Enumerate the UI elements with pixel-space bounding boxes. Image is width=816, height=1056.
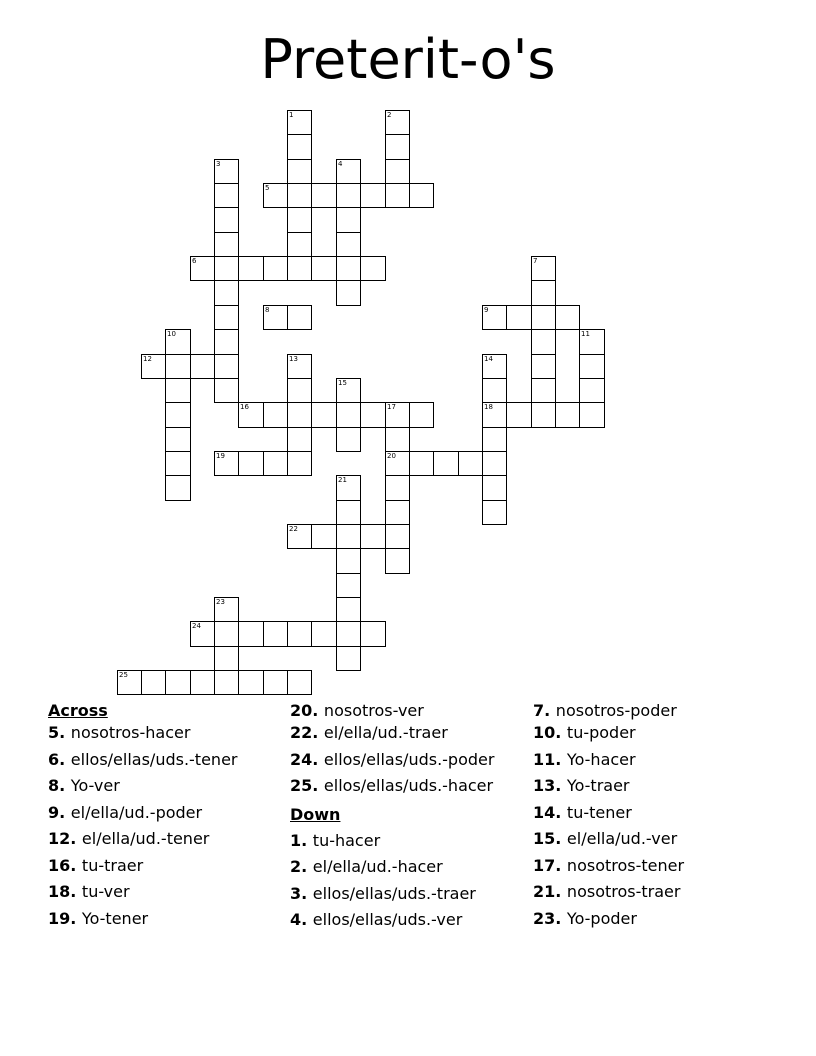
cell-number: 13: [289, 355, 298, 363]
grid-cell[interactable]: [311, 621, 337, 647]
grid-cell[interactable]: [165, 670, 191, 695]
cell-number: 21: [338, 476, 347, 484]
grid-cell[interactable]: [336, 573, 361, 598]
clue-across-19: 19. Yo-tener: [48, 908, 149, 928]
cell-number: 10: [167, 330, 176, 338]
cell-number: 15: [338, 379, 347, 387]
grid-cell[interactable]: [117, 670, 142, 695]
grid-cell[interactable]: [531, 329, 556, 355]
grid-cell[interactable]: [360, 183, 386, 208]
grid-cell[interactable]: [311, 183, 337, 208]
grid-cell[interactable]: [336, 402, 361, 428]
cell-number: 3: [216, 160, 221, 168]
grid-cell[interactable]: [482, 305, 507, 330]
clue-across-6: 6. ellos/ellas/uds.-tener: [48, 749, 238, 769]
cell-number: 18: [484, 403, 493, 411]
grid-cell[interactable]: [360, 402, 386, 428]
cell-number: 4: [338, 160, 343, 168]
grid-cell[interactable]: [385, 524, 410, 549]
clue-down-13: 13. Yo-traer: [533, 776, 630, 795]
clue-across-20: 20. nosotros-ver: [290, 701, 424, 720]
clue-down-7: 7. nosotros-poder: [533, 701, 677, 720]
grid-cell[interactable]: [190, 670, 215, 695]
grid-cell[interactable]: [287, 451, 312, 476]
grid-cell[interactable]: [214, 354, 239, 379]
grid-cell[interactable]: [287, 232, 312, 257]
grid-cell[interactable]: [336, 646, 361, 671]
grid-cell[interactable]: [385, 548, 410, 574]
grid-cell[interactable]: [287, 256, 312, 281]
cell-number: 12: [143, 355, 152, 363]
grid-cell[interactable]: [385, 402, 410, 428]
grid-cell[interactable]: [287, 134, 312, 160]
grid-cell[interactable]: [385, 475, 410, 501]
grid-cell[interactable]: [141, 354, 166, 379]
clue-across-22: 22. el/ella/ud.-traer: [290, 723, 448, 742]
grid-cell[interactable]: [263, 670, 288, 695]
grid-cell[interactable]: [190, 354, 215, 379]
grid-cell[interactable]: [311, 402, 337, 428]
grid-cell[interactable]: [190, 256, 215, 281]
grid-cell[interactable]: [263, 305, 288, 330]
grid-cell[interactable]: [579, 354, 605, 379]
cell-number: 7: [533, 257, 538, 265]
grid-cell[interactable]: [336, 183, 361, 208]
clue-across-18: 18. tu-ver: [48, 882, 130, 901]
grid-cell[interactable]: [165, 475, 191, 501]
clue-across-24: 24. ellos/ellas/uds.-poder: [290, 749, 495, 769]
grid-cell[interactable]: [165, 451, 191, 476]
grid-cell[interactable]: [385, 110, 410, 135]
grid-cell[interactable]: [287, 354, 312, 379]
cell-number: 5: [265, 184, 270, 192]
cell-number: 11: [581, 330, 590, 338]
grid-cell[interactable]: [360, 256, 386, 281]
cell-number: 2: [387, 111, 392, 119]
grid-cell[interactable]: [555, 402, 580, 428]
cell-number: 24: [192, 622, 201, 630]
grid-cell[interactable]: [165, 354, 191, 379]
grid-cell[interactable]: [336, 207, 361, 233]
grid-cell[interactable]: [336, 427, 361, 452]
grid-cell[interactable]: [482, 402, 507, 428]
grid-cell[interactable]: [409, 183, 434, 208]
grid-cell[interactable]: [336, 597, 361, 622]
grid-cell[interactable]: [482, 427, 507, 452]
grid-cell[interactable]: [287, 183, 312, 208]
grid-cell[interactable]: [385, 427, 410, 452]
grid-cell[interactable]: [336, 280, 361, 306]
grid-cell[interactable]: [287, 378, 312, 403]
clue-across-5: 5. nosotros-hacer: [48, 723, 191, 742]
grid-cell[interactable]: [385, 500, 410, 525]
clue-down-23: 23. Yo-poder: [533, 908, 637, 928]
grid-cell[interactable]: [214, 646, 239, 671]
grid-cell[interactable]: [214, 280, 239, 306]
grid-cell[interactable]: [238, 451, 264, 476]
grid-cell[interactable]: [360, 524, 386, 549]
grid-cell[interactable]: [214, 159, 239, 184]
puzzle-title: Preterit-o's: [260, 28, 556, 91]
clue-down-3: 3. ellos/ellas/uds.-traer: [290, 883, 476, 903]
grid-cell[interactable]: [165, 378, 191, 403]
cell-number: 9: [484, 306, 489, 314]
clues-column-2: [290, 702, 494, 934]
cell-number: 22: [289, 525, 298, 533]
grid-cell[interactable]: [385, 451, 410, 476]
grid-cell[interactable]: [311, 524, 337, 549]
grid-cell[interactable]: [263, 621, 288, 647]
grid-cell[interactable]: [214, 232, 239, 257]
grid-cell[interactable]: [531, 402, 556, 428]
grid-cell[interactable]: [385, 183, 410, 208]
grid-cell[interactable]: [214, 621, 239, 647]
cell-number: 6: [192, 257, 197, 265]
grid-cell[interactable]: [531, 280, 556, 306]
clue-down-21: 21. nosotros-traer: [533, 882, 681, 901]
grid-cell[interactable]: [336, 548, 361, 574]
grid-cell[interactable]: [311, 256, 337, 281]
grid-cell[interactable]: [287, 159, 312, 184]
grid-cell[interactable]: [263, 183, 288, 208]
cell-number: 14: [484, 355, 493, 363]
grid-cell[interactable]: [165, 427, 191, 452]
grid-cell[interactable]: [214, 378, 239, 403]
clue-down-2: 2. el/ella/ud.-hacer: [290, 857, 443, 876]
grid-cell[interactable]: [531, 378, 556, 403]
grid-cell[interactable]: [336, 475, 361, 501]
grid-cell[interactable]: [238, 621, 264, 647]
grid-cell[interactable]: [287, 110, 312, 135]
grid-cell[interactable]: [531, 305, 556, 330]
cell-number: 23: [216, 598, 225, 606]
grid-cell[interactable]: [555, 305, 580, 330]
grid-cell[interactable]: [482, 354, 507, 379]
grid-cell[interactable]: [287, 524, 312, 549]
grid-cell[interactable]: [214, 451, 239, 476]
grid-cell[interactable]: [165, 402, 191, 428]
grid-cell[interactable]: [482, 378, 507, 403]
grid-cell[interactable]: [482, 475, 507, 501]
grid-cell[interactable]: [385, 159, 410, 184]
down-heading: Down: [290, 804, 341, 824]
grid-cell[interactable]: [263, 451, 288, 476]
grid-cell[interactable]: [238, 402, 264, 428]
clue-down-1: 1. tu-hacer: [290, 830, 381, 850]
grid-cell[interactable]: [238, 256, 264, 281]
clue-across-12: 12. el/ella/ud.-tener: [48, 829, 210, 848]
grid-cell[interactable]: [336, 378, 361, 403]
clues-column-1: [48, 702, 237, 932]
clue-across-8: 8. Yo-ver: [48, 776, 120, 795]
cell-number: 25: [119, 671, 128, 679]
grid-cell[interactable]: [214, 670, 239, 695]
cell-number: 16: [240, 403, 249, 411]
clue-down-15: 15. el/ella/ud.-ver: [533, 829, 678, 848]
grid-cell[interactable]: [506, 402, 532, 428]
grid-cell[interactable]: [336, 621, 361, 647]
grid-cell[interactable]: [214, 329, 239, 355]
grid-cell[interactable]: [214, 597, 239, 622]
cell-number: 1: [289, 111, 294, 119]
clue-across-16: 16. tu-traer: [48, 855, 144, 875]
grid-cell[interactable]: [531, 256, 556, 281]
grid-cell[interactable]: [433, 451, 459, 476]
grid-cell[interactable]: [482, 451, 507, 476]
clue-across-25: 25. ellos/ellas/uds.-hacer: [290, 776, 494, 795]
grid-cell[interactable]: [214, 256, 239, 281]
clue-down-11: 11. Yo-hacer: [533, 749, 636, 769]
cell-number: 20: [387, 452, 396, 460]
cell-number: 17: [387, 403, 396, 411]
grid-cell[interactable]: [214, 207, 239, 233]
clue-across-9: 9. el/ella/ud.-poder: [48, 802, 203, 822]
grid-cell[interactable]: [263, 402, 288, 428]
grid-cell[interactable]: [336, 256, 361, 281]
grid-cell[interactable]: [579, 329, 605, 355]
grid-cell[interactable]: [579, 402, 605, 428]
across-heading: Across: [48, 701, 108, 720]
grid-cell[interactable]: [409, 451, 434, 476]
grid-cell[interactable]: [238, 670, 264, 695]
grid-cell[interactable]: [336, 524, 361, 549]
cell-number: 19: [216, 452, 225, 460]
grid-cell[interactable]: [165, 329, 191, 355]
grid-cell[interactable]: [263, 256, 288, 281]
grid-cell[interactable]: [385, 134, 410, 160]
grid-cell[interactable]: [287, 670, 312, 695]
grid-cell[interactable]: [506, 305, 532, 330]
grid-cell[interactable]: [336, 232, 361, 257]
clue-down-14: 14. tu-tener: [533, 802, 632, 822]
cell-number: 8: [265, 306, 270, 314]
clue-down-17: 17. nosotros-tener: [533, 855, 685, 875]
grid-cell[interactable]: [190, 621, 215, 647]
grid-cell[interactable]: [287, 427, 312, 452]
grid-cell[interactable]: [360, 621, 386, 647]
grid-cell[interactable]: [287, 402, 312, 428]
clues-column-3: [533, 702, 684, 932]
grid-cell[interactable]: [214, 305, 239, 330]
grid-cell[interactable]: [531, 354, 556, 379]
grid-cell[interactable]: [287, 305, 312, 330]
clue-down-4: 4. ellos/ellas/uds.-ver: [290, 910, 463, 929]
grid-cell[interactable]: [579, 378, 605, 403]
grid-cell[interactable]: [214, 183, 239, 208]
grid-cell[interactable]: [287, 207, 312, 233]
grid-cell[interactable]: [141, 670, 166, 695]
grid-cell[interactable]: [336, 159, 361, 184]
grid-cell[interactable]: [336, 500, 361, 525]
clue-down-10: 10. tu-poder: [533, 723, 636, 742]
grid-cell[interactable]: [287, 621, 312, 647]
grid-cell[interactable]: [409, 402, 434, 428]
grid-cell[interactable]: [482, 500, 507, 525]
grid-cell[interactable]: [458, 451, 483, 476]
